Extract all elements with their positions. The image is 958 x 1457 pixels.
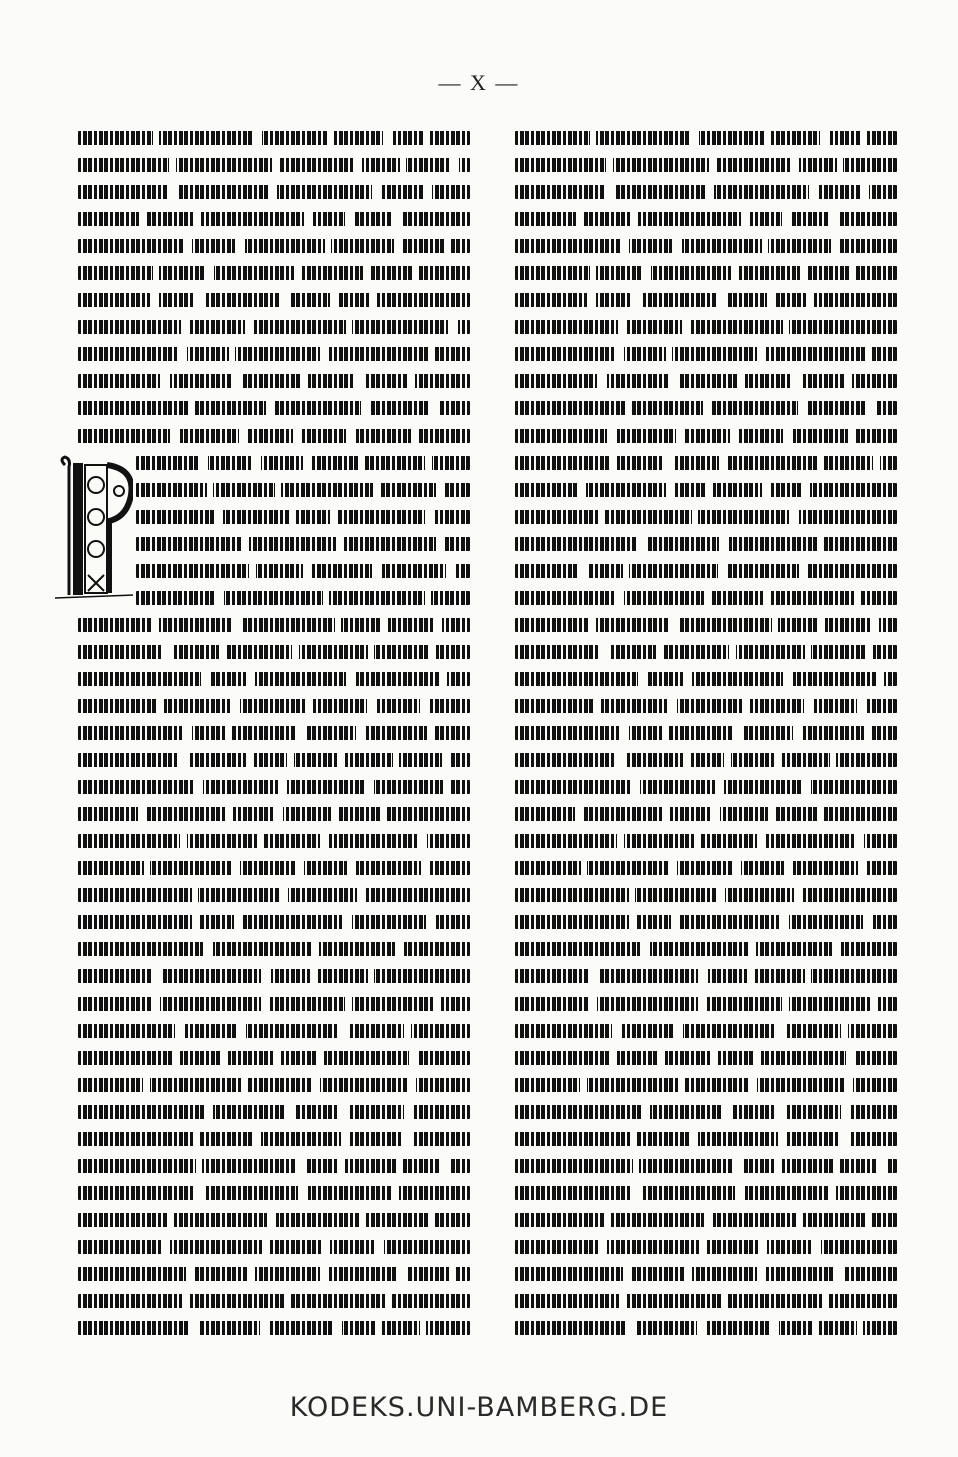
manuscript-line <box>78 317 476 336</box>
manuscript-line <box>78 182 476 201</box>
manuscript-line <box>515 588 900 607</box>
manuscript-line <box>78 1237 476 1256</box>
manuscript-line <box>78 723 476 742</box>
manuscript-line <box>78 263 476 282</box>
manuscript-line <box>78 209 476 228</box>
manuscript-line <box>78 966 476 985</box>
manuscript-line <box>515 750 900 769</box>
manuscript-line <box>515 858 900 877</box>
manuscript-line <box>515 1048 900 1067</box>
manuscript-line <box>515 669 900 688</box>
manuscript-line <box>78 804 476 823</box>
manuscript-line <box>78 371 476 390</box>
manuscript-line <box>78 1210 476 1229</box>
manuscript-line <box>515 1102 900 1121</box>
manuscript-line <box>78 939 476 958</box>
manuscript-line <box>515 290 900 309</box>
manuscript-line <box>515 642 900 661</box>
manuscript-line <box>515 994 900 1013</box>
manuscript-line <box>515 344 900 363</box>
manuscript-line <box>78 1048 476 1067</box>
manuscript-line <box>78 1021 476 1040</box>
manuscript-line <box>515 777 900 796</box>
manuscript-line <box>515 615 900 634</box>
manuscript-line <box>515 128 900 147</box>
manuscript-line <box>515 804 900 823</box>
manuscript-line <box>78 1156 476 1175</box>
manuscript-line <box>515 1318 900 1337</box>
manuscript-line <box>515 398 900 417</box>
manuscript-line <box>78 885 476 904</box>
manuscript-line <box>78 994 476 1013</box>
manuscript-line <box>515 155 900 174</box>
manuscript-line <box>78 1102 476 1121</box>
manuscript-line <box>78 1318 476 1337</box>
manuscript-line <box>515 831 900 850</box>
manuscript-line <box>78 669 476 688</box>
text-column-right <box>515 128 900 1345</box>
manuscript-line <box>78 155 476 174</box>
manuscript-line <box>515 1183 900 1202</box>
manuscript-line <box>515 1156 900 1175</box>
manuscript-line <box>78 696 476 715</box>
manuscript-line <box>515 1210 900 1229</box>
decorated-initial-icon <box>55 455 133 600</box>
manuscript-line <box>78 236 476 255</box>
manuscript-line <box>515 453 900 472</box>
manuscript-line <box>515 1075 900 1094</box>
manuscript-line <box>78 615 476 634</box>
manuscript-line <box>78 453 476 472</box>
manuscript-line <box>515 1021 900 1040</box>
manuscript-line <box>515 209 900 228</box>
manuscript-line <box>78 1291 476 1310</box>
watermark: KODEKS.UNI-BAMBERG.DE <box>289 1392 669 1423</box>
manuscript-line <box>515 912 900 931</box>
manuscript-line <box>78 480 476 499</box>
manuscript-line <box>78 534 476 553</box>
manuscript-line <box>515 182 900 201</box>
manuscript-line <box>515 1237 900 1256</box>
text-column-left <box>78 128 476 1345</box>
manuscript-line <box>78 128 476 147</box>
manuscript-line <box>78 507 476 526</box>
manuscript-line <box>515 723 900 742</box>
manuscript-line <box>515 263 900 282</box>
manuscript-line <box>515 885 900 904</box>
page-number: — X — <box>438 70 520 95</box>
manuscript-line <box>78 1264 476 1283</box>
manuscript-line <box>515 696 900 715</box>
manuscript-line <box>78 588 476 607</box>
manuscript-line <box>78 290 476 309</box>
manuscript-line <box>78 912 476 931</box>
manuscript-line <box>78 777 476 796</box>
manuscript-line <box>515 426 900 445</box>
manuscript-line <box>78 561 476 580</box>
manuscript-line <box>515 317 900 336</box>
manuscript-line <box>515 966 900 985</box>
manuscript-line <box>78 1129 476 1148</box>
manuscript-line <box>515 561 900 580</box>
manuscript-line <box>515 480 900 499</box>
manuscript-line <box>78 398 476 417</box>
manuscript-line <box>78 831 476 850</box>
manuscript-line <box>515 1264 900 1283</box>
manuscript-line <box>515 507 900 526</box>
manuscript-line <box>78 1075 476 1094</box>
manuscript-line <box>515 939 900 958</box>
manuscript-line <box>78 642 476 661</box>
manuscript-line <box>515 371 900 390</box>
manuscript-line <box>515 236 900 255</box>
manuscript-line <box>78 858 476 877</box>
manuscript-line <box>515 1129 900 1148</box>
manuscript-line <box>78 344 476 363</box>
manuscript-line <box>78 750 476 769</box>
manuscript-line <box>515 534 900 553</box>
manuscript-line <box>78 1183 476 1202</box>
manuscript-line <box>515 1291 900 1310</box>
manuscript-line <box>78 426 476 445</box>
